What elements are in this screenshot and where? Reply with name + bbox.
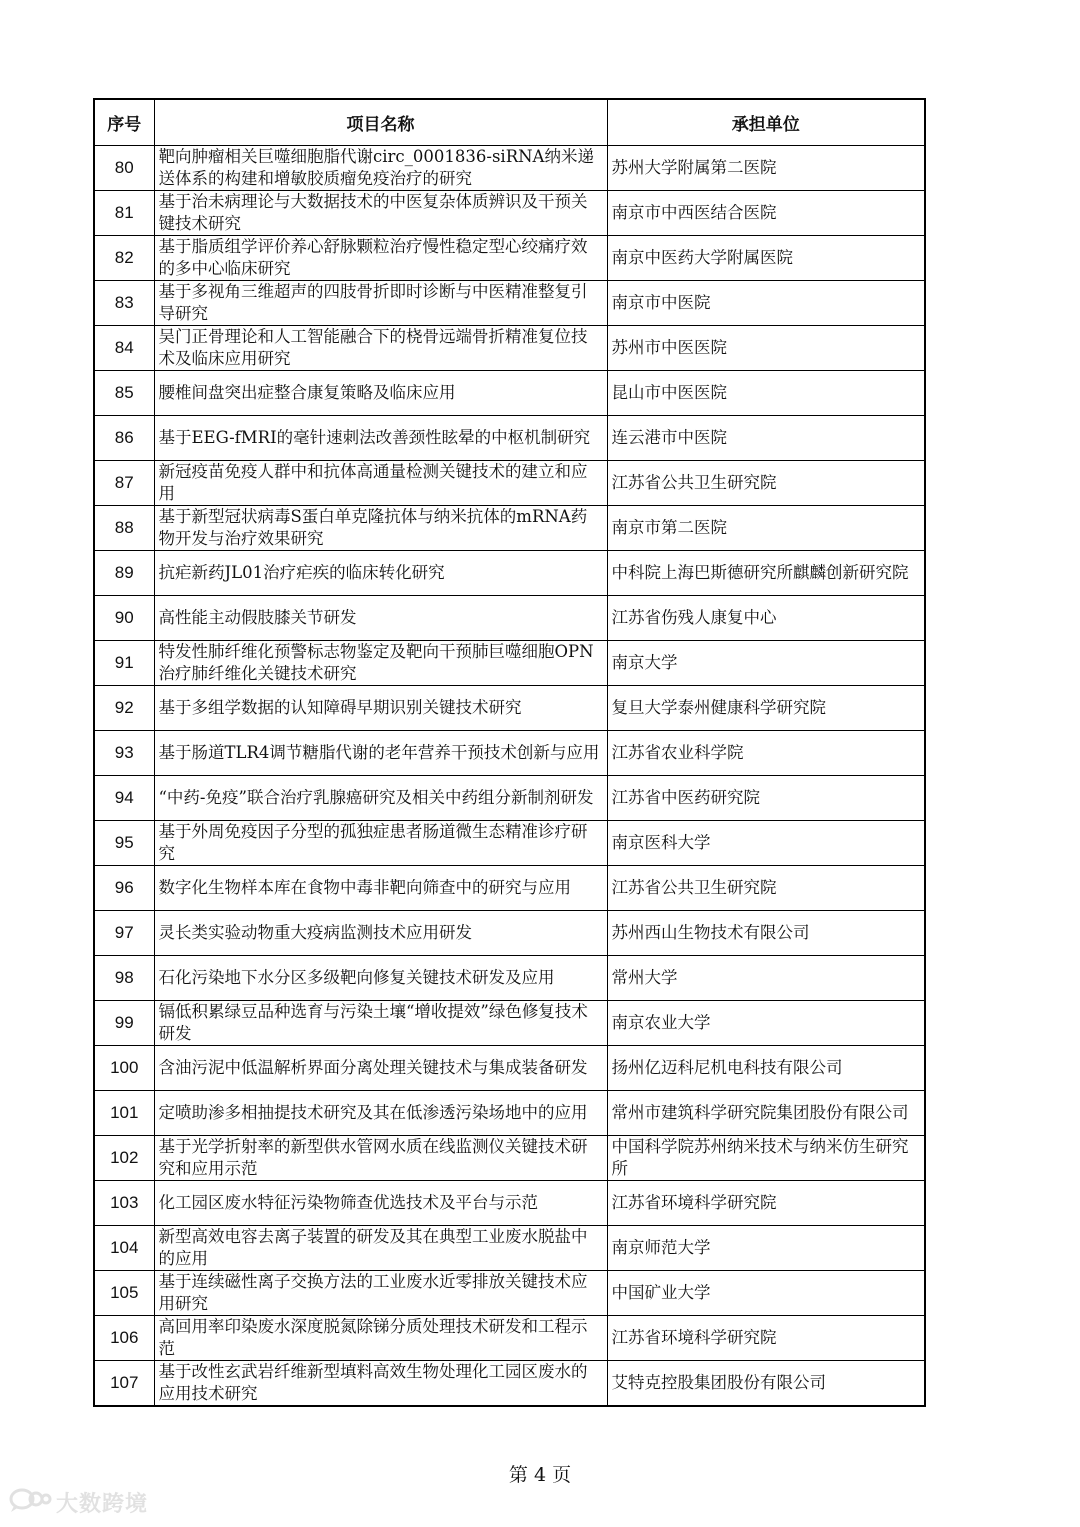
row-project-name: 定喷助渗多相抽提技术研究及其在低渗透污染场地中的应用 bbox=[154, 1091, 607, 1136]
row-organization: 中国科学院苏州纳米技术与纳米仿生研究所 bbox=[607, 1136, 925, 1181]
table-row bbox=[94, 461, 925, 506]
table-row bbox=[94, 326, 925, 371]
row-project-name: 基于脂质组学评价养心舒脉颗粒治疗慢性稳定型心绞痛疗效的多中心临床研究 bbox=[154, 236, 607, 281]
table-row bbox=[94, 191, 925, 236]
header-project-name: 项目名称 bbox=[154, 99, 607, 146]
row-number: 81 bbox=[94, 191, 154, 236]
table-row bbox=[94, 416, 925, 461]
row-project-name: 高回用率印染废水深度脱氮除锑分质处理技术研发和工程示范 bbox=[154, 1316, 607, 1361]
row-number: 103 bbox=[94, 1181, 154, 1226]
row-number: 95 bbox=[94, 821, 154, 866]
table-row bbox=[94, 1046, 925, 1091]
row-project-name: 基于连续磁性离子交换方法的工业废水近零排放关键技术应用研究 bbox=[154, 1271, 607, 1316]
row-number: 91 bbox=[94, 641, 154, 686]
row-number: 82 bbox=[94, 236, 154, 281]
row-number: 105 bbox=[94, 1271, 154, 1316]
row-project-name: 基于新型冠状病毒S蛋白单克隆抗体与纳米抗体的mRNA药物开发与治疗效果研究 bbox=[154, 506, 607, 551]
row-number: 86 bbox=[94, 416, 154, 461]
row-number: 93 bbox=[94, 731, 154, 776]
table-row bbox=[94, 641, 925, 686]
table-row bbox=[94, 866, 925, 911]
row-organization: 南京市中西医结合医院 bbox=[607, 191, 925, 236]
row-project-name: 新冠疫苗免疫人群中和抗体高通量检测关键技术的建立和应用 bbox=[154, 461, 607, 506]
row-organization: 连云港市中医院 bbox=[607, 416, 925, 461]
row-organization: 江苏省伤残人康复中心 bbox=[607, 596, 925, 641]
row-number: 88 bbox=[94, 506, 154, 551]
row-organization: 苏州市中医医院 bbox=[607, 326, 925, 371]
row-number: 89 bbox=[94, 551, 154, 596]
row-organization: 南京市中医院 bbox=[607, 281, 925, 326]
row-project-name: 基于光学折射率的新型供水管网水质在线监测仪关键技术研究和应用示范 bbox=[154, 1136, 607, 1181]
row-number: 97 bbox=[94, 911, 154, 956]
row-number: 80 bbox=[94, 146, 154, 191]
row-number: 92 bbox=[94, 686, 154, 731]
table-row bbox=[94, 1271, 925, 1316]
table-row bbox=[94, 281, 925, 326]
table-row bbox=[94, 371, 925, 416]
row-organization: 南京中医药大学附属医院 bbox=[607, 236, 925, 281]
row-organization: 常州市建筑科学研究院集团股份有限公司 bbox=[607, 1091, 925, 1136]
table-header-row bbox=[94, 99, 925, 146]
table-row bbox=[94, 956, 925, 1001]
table-row bbox=[94, 1226, 925, 1271]
table-row bbox=[94, 236, 925, 281]
row-organization: 苏州大学附属第二医院 bbox=[607, 146, 925, 191]
row-project-name: 基于改性玄武岩纤维新型填料高效生物处理化工园区废水的应用技术研究 bbox=[154, 1361, 607, 1407]
page-number: 第 4 页 bbox=[508, 1464, 572, 1486]
row-project-name: 基于多视角三维超声的四肢骨折即时诊断与中医精准整复引导研究 bbox=[154, 281, 607, 326]
row-organization: 江苏省公共卫生研究院 bbox=[607, 461, 925, 506]
header-organization: 承担单位 bbox=[607, 99, 925, 146]
chat-bubble-icon bbox=[8, 1486, 52, 1518]
row-number: 99 bbox=[94, 1001, 154, 1046]
table-row bbox=[94, 686, 925, 731]
table-row bbox=[94, 1091, 925, 1136]
row-organization: 中国矿业大学 bbox=[607, 1271, 925, 1316]
row-organization: 江苏省环境科学研究院 bbox=[607, 1181, 925, 1226]
row-organization: 艾特克控股集团股份有限公司 bbox=[607, 1361, 925, 1407]
row-project-name: 抗疟新药JL01治疗疟疾的临床转化研究 bbox=[154, 551, 607, 596]
row-number: 85 bbox=[94, 371, 154, 416]
row-number: 94 bbox=[94, 776, 154, 821]
row-number: 83 bbox=[94, 281, 154, 326]
table-row bbox=[94, 776, 925, 821]
row-number: 84 bbox=[94, 326, 154, 371]
row-project-name: 特发性肺纤维化预警标志物鉴定及靶向干预肺巨噬细胞OPN治疗肺纤维化关键技术研究 bbox=[154, 641, 607, 686]
row-project-name: 化工园区废水特征污染物筛查优选技术及平台与示范 bbox=[154, 1181, 607, 1226]
row-organization: 江苏省环境科学研究院 bbox=[607, 1316, 925, 1361]
row-organization: 江苏省农业科学院 bbox=[607, 731, 925, 776]
table-row bbox=[94, 1001, 925, 1046]
row-number: 102 bbox=[94, 1136, 154, 1181]
table-row bbox=[94, 911, 925, 956]
row-project-name: 靶向肿瘤相关巨噬细胞脂代谢circ_0001836-siRNA纳米递送体系的构建和增敏胶质瘤免疫治疗的研究 bbox=[154, 146, 607, 191]
table-row bbox=[94, 146, 925, 191]
row-organization: 南京农业大学 bbox=[607, 1001, 925, 1046]
row-organization: 扬州亿迈科尼机电科技有限公司 bbox=[607, 1046, 925, 1091]
table-row bbox=[94, 1316, 925, 1361]
row-project-name: 灵长类实验动物重大疫病监测技术应用研发 bbox=[154, 911, 607, 956]
row-project-name: 镉低积累绿豆品种选育与污染土壤“增收提效”绿色修复技术研发 bbox=[154, 1001, 607, 1046]
row-number: 107 bbox=[94, 1361, 154, 1407]
row-project-name: 基于治未病理论与大数据技术的中医复杂体质辨识及干预关键技术研究 bbox=[154, 191, 607, 236]
row-project-name: 石化污染地下水分区多级靶向修复关键技术研发及应用 bbox=[154, 956, 607, 1001]
row-organization: 昆山市中医医院 bbox=[607, 371, 925, 416]
row-project-name: 吴门正骨理论和人工智能融合下的桡骨远端骨折精准复位技术及临床应用研究 bbox=[154, 326, 607, 371]
row-number: 101 bbox=[94, 1091, 154, 1136]
table-row bbox=[94, 1181, 925, 1226]
row-number: 96 bbox=[94, 866, 154, 911]
row-number: 98 bbox=[94, 956, 154, 1001]
watermark-text: 大数跨境 bbox=[56, 1491, 149, 1517]
table-row bbox=[94, 731, 925, 776]
row-project-name: 基于多组学数据的认知障碍早期识别关键技术研究 bbox=[154, 686, 607, 731]
row-organization: 江苏省公共卫生研究院 bbox=[607, 866, 925, 911]
row-number: 100 bbox=[94, 1046, 154, 1091]
table-row bbox=[94, 821, 925, 866]
project-table bbox=[93, 98, 926, 1407]
table-row bbox=[94, 506, 925, 551]
row-project-name: “中药-免疫”联合治疗乳腺癌研究及相关中药组分新制剂研发 bbox=[154, 776, 607, 821]
watermark bbox=[8, 1486, 148, 1518]
row-organization: 江苏省中医药研究院 bbox=[607, 776, 925, 821]
table-row bbox=[94, 1361, 925, 1407]
table-row bbox=[94, 1136, 925, 1181]
row-project-name: 新型高效电容去离子装置的研发及其在典型工业废水脱盐中的应用 bbox=[154, 1226, 607, 1271]
row-organization: 南京师范大学 bbox=[607, 1226, 925, 1271]
table-row bbox=[94, 551, 925, 596]
row-number: 87 bbox=[94, 461, 154, 506]
row-project-name: 数字化生物样本库在食物中毒非靶向筛查中的研究与应用 bbox=[154, 866, 607, 911]
row-project-name: 含油污泥中低温解析界面分离处理关键技术与集成装备研发 bbox=[154, 1046, 607, 1091]
row-organization: 常州大学 bbox=[607, 956, 925, 1001]
row-project-name: 基于肠道TLR4调节糖脂代谢的老年营养干预技术创新与应用 bbox=[154, 731, 607, 776]
row-project-name: 高性能主动假肢膝关节研发 bbox=[154, 596, 607, 641]
row-organization: 南京市第二医院 bbox=[607, 506, 925, 551]
header-number: 序号 bbox=[94, 99, 154, 146]
row-number: 90 bbox=[94, 596, 154, 641]
row-project-name: 基于EEG-fMRI的毫针速刺法改善颈性眩晕的中枢机制研究 bbox=[154, 416, 607, 461]
table-body bbox=[94, 146, 925, 1407]
row-organization: 南京大学 bbox=[607, 641, 925, 686]
row-number: 104 bbox=[94, 1226, 154, 1271]
row-organization: 南京医科大学 bbox=[607, 821, 925, 866]
table-row bbox=[94, 596, 925, 641]
row-organization: 苏州西山生物技术有限公司 bbox=[607, 911, 925, 956]
row-project-name: 基于外周免疫因子分型的孤独症患者肠道微生态精准诊疗研究 bbox=[154, 821, 607, 866]
row-project-name: 腰椎间盘突出症整合康复策略及临床应用 bbox=[154, 371, 607, 416]
row-number: 106 bbox=[94, 1316, 154, 1361]
row-organization: 中科院上海巴斯德研究所麒麟创新研究院 bbox=[607, 551, 925, 596]
row-organization: 复旦大学泰州健康科学研究院 bbox=[607, 686, 925, 731]
